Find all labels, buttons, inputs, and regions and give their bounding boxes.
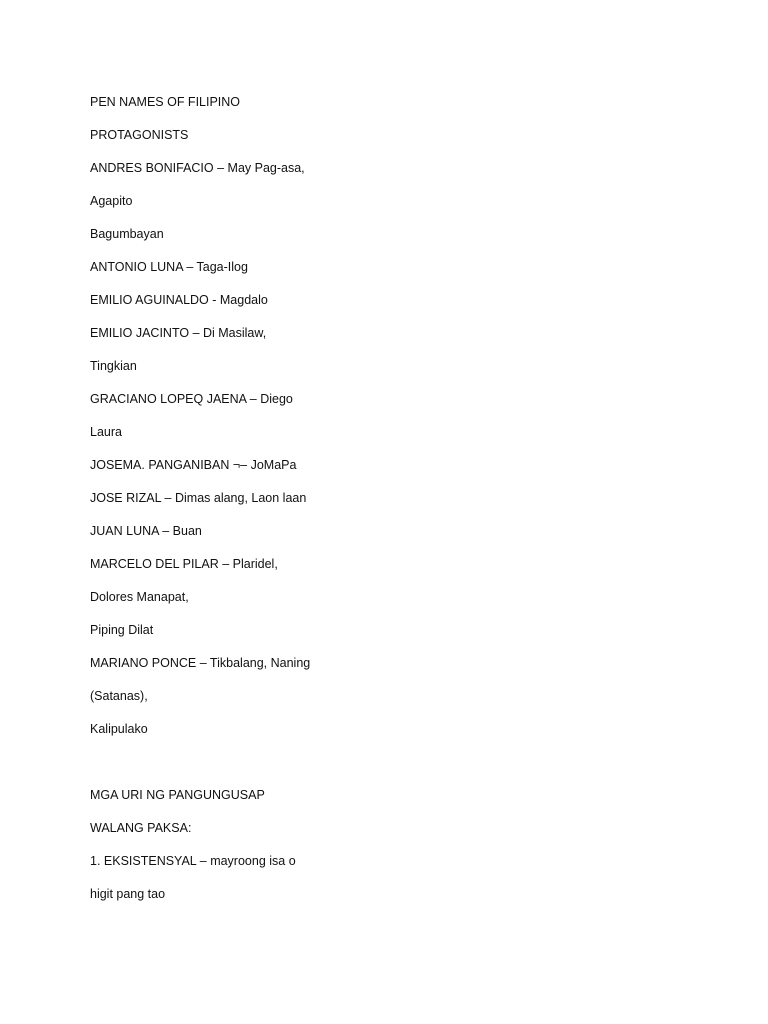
text-line: 1. EKSISTENSYAL – mayroong isa o [90,854,296,868]
text-line: MARCELO DEL PILAR – Plaridel, [90,557,278,571]
text-line: JOSEMA. PANGANIBAN ¬– JoMaPa [90,458,297,472]
text-line: Dolores Manapat, [90,590,189,604]
text-line: JOSE RIZAL – Dimas alang, Laon laan [90,491,307,505]
document-text [90,93,690,918]
text-line: ANDRES BONIFACIO – May Pag-asa, [90,161,305,175]
heading-mga-uri: MGA URI NG PANGUNGUSAP [90,788,265,802]
text-line: higit pang tao [90,887,166,901]
text-line: (Satanas), [90,689,148,703]
text-line: ANTONIO LUNA – Taga-Ilog [90,260,248,274]
text-line: Kalipulako [90,722,148,736]
text-line: Bagumbayan [90,227,164,241]
text-line: EMILIO JACINTO – Di Masilaw, [90,326,267,340]
text-line: Piping Dilat [90,623,154,637]
text-line: Tingkian [90,359,137,373]
text-line: Agapito [90,194,133,208]
text-line: Laura [90,425,122,439]
heading-protagonists: PROTAGONISTS [90,128,189,142]
text-line: GRACIANO LOPEQ JAENA – Diego [90,392,293,406]
heading-pen-names: PEN NAMES OF FILIPINO [90,95,241,109]
section-divider [90,753,690,786]
subheading-walang-paksa: WALANG PAKSA: [90,821,192,835]
text-line: EMILIO AGUINALDO - Magdalo [90,293,268,307]
text-line: JUAN LUNA – Buan [90,524,202,538]
text-line: MARIANO PONCE – Tikbalang, Naning [90,656,311,670]
